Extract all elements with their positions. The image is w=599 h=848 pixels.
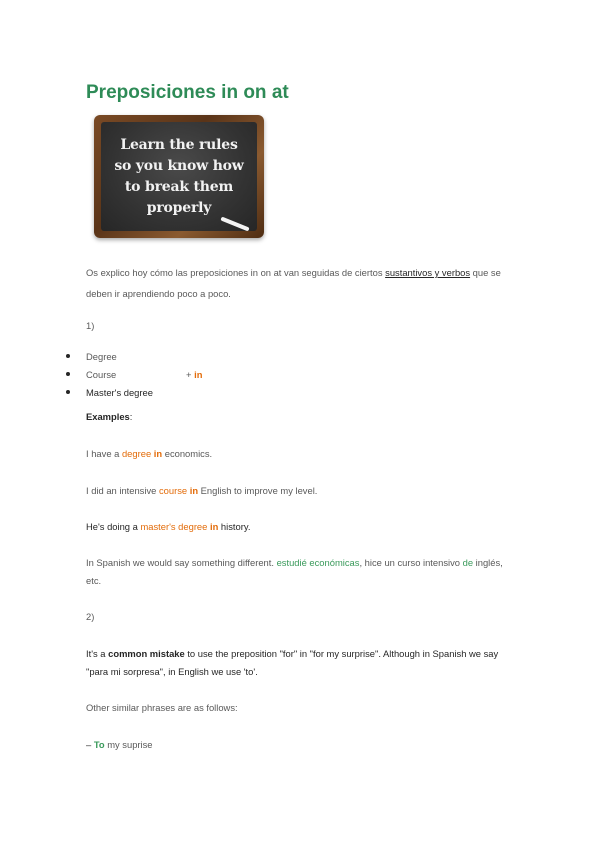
bullet-item-degree: Degree	[86, 351, 117, 362]
chalkboard-image	[94, 115, 264, 238]
section-2-paragraph-line-2: "para mi sorpresa", in English we use 'to'.	[86, 666, 258, 677]
example-2	[86, 480, 317, 501]
chalkboard-line-3: to break them	[124, 178, 234, 195]
example-1	[86, 443, 212, 464]
bullet-item-masters-degree: Master's degree	[86, 387, 153, 398]
phrase-item-dash: –	[86, 739, 94, 750]
intro-link[interactable]: sustantivos y verbos	[385, 267, 471, 278]
chalkboard-line-2: so you know how	[114, 157, 244, 174]
example-2-highlight: course	[158, 485, 188, 496]
example-1-text-a: I have a	[86, 448, 122, 459]
plus-sign: +	[186, 369, 195, 380]
example-2-text-b: English to improve my level.	[198, 485, 318, 496]
section-2-number: 2)	[86, 611, 95, 622]
examples-heading	[86, 406, 132, 427]
examples-label: Examples	[86, 411, 130, 422]
chalkboard-line-4: properly	[146, 199, 212, 216]
example-1-preposition: in	[153, 448, 163, 459]
spanish-note-text-c: inglés,	[473, 557, 503, 568]
bullet-item-course: Course	[86, 369, 117, 380]
spanish-note-line-1	[86, 552, 503, 573]
spanish-note-text-a: In Spanish we would say something different.	[86, 557, 277, 568]
examples-colon: :	[129, 411, 133, 422]
intro-text-a: Os explico hoy cómo las preposiciones in on at van seguidas de ciertos	[86, 267, 386, 278]
example-3-text-b: history.	[218, 521, 251, 532]
example-3-preposition: in	[209, 521, 219, 532]
example-2-preposition: in	[189, 485, 199, 496]
section-2-text-b: to use the preposition "for" in "for my surprise". Although in Spanish we say	[184, 648, 499, 659]
chalkboard-line-1: Learn the rules	[120, 136, 238, 153]
bullet-dot-icon	[66, 372, 70, 376]
intro-paragraph-line-1	[86, 262, 501, 283]
bullet-dot-icon	[66, 390, 70, 394]
section-2-paragraph-2: Other similar phrases are as follows:	[86, 702, 238, 713]
example-3	[86, 516, 250, 537]
section-2-bold-phrase: common mistake	[108, 648, 185, 659]
example-1-text-b: economics.	[162, 448, 213, 459]
intro-paragraph-line-2: deben ir aprendiendo poco a poco.	[86, 288, 231, 299]
intro-text-b: que se	[470, 267, 501, 278]
section-1-number: 1)	[86, 320, 95, 331]
example-1-highlight: degree	[121, 448, 152, 459]
phrase-item-rest: my suprise	[104, 739, 153, 750]
example-3-text-a: He's doing a	[86, 521, 141, 532]
chalkboard-surface	[101, 122, 257, 231]
phrase-item-to-my-surprise	[86, 734, 153, 755]
spanish-note-highlight-1: estudié económicas	[276, 557, 360, 568]
example-2-text-a: I did an intensive	[86, 485, 159, 496]
page-title: Preposiciones in on at	[86, 82, 289, 103]
bullet-dot-icon	[66, 354, 70, 358]
example-3-highlight: master's degree	[140, 521, 208, 532]
section-2-text-a: It's a	[86, 648, 109, 659]
plus-in-word: in	[194, 369, 203, 380]
plus-in-label	[186, 364, 202, 385]
spanish-note-highlight-2: de	[462, 557, 474, 568]
phrase-item-bold: To	[93, 739, 105, 750]
spanish-note-line-2: etc.	[86, 575, 102, 586]
spanish-note-text-b: , hice un curso intensivo	[359, 557, 463, 568]
